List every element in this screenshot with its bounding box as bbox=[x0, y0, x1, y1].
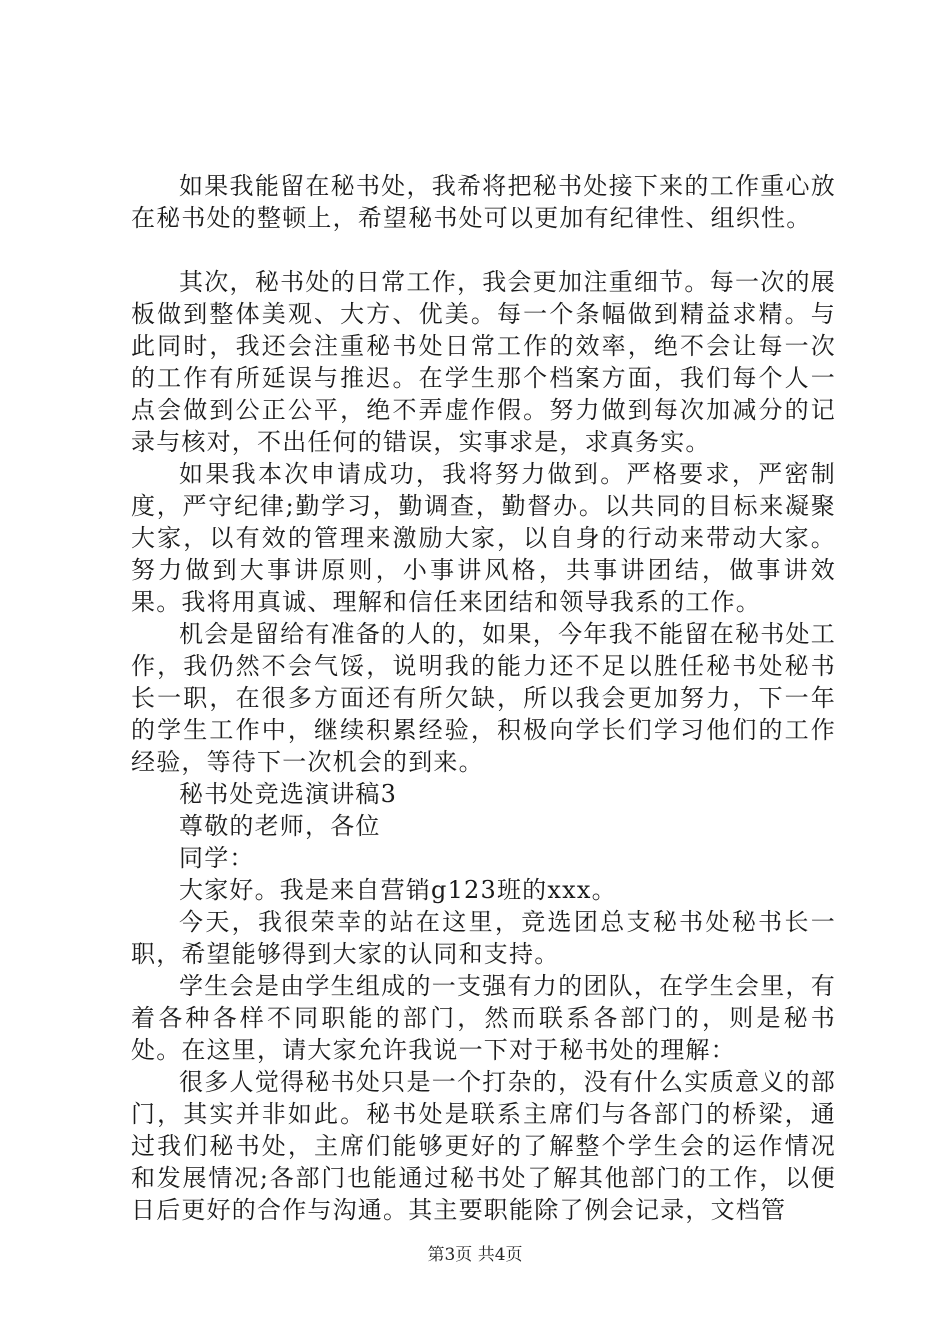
document-body bbox=[131, 170, 836, 1226]
paragraph: 其次，秘书处的日常工作，我会更加注重细节。每一次的展板做到整体美观、大方、优美。每一个条幅做到精益求精。与此同时，我还会注重秘书处日常工作的效率，绝不会让每一次的工作有所延误与推迟。在学生那个档案方面，我们每个人一点会做到公正公平，绝不弄虚作假。努力做到每次加减分的记录与核对，不出任何的错误，实事求是，求真务实。 bbox=[131, 268, 836, 456]
page-number-footer: 第3页 共4页 bbox=[427, 1245, 523, 1265]
paragraph: 很多人觉得秘书处只是一个打杂的，没有什么实质意义的部门，其实并非如此。秘书处是联系主席们与各部门的桥梁，通过我们秘书处，主席们能够更好的了解整个学生会的运作情况和发展情况;各部门也能通过秘书处了解其他部门的工作，以便日后更好的合作与沟通。其主要职能除了例会记录，文档管 bbox=[131, 1068, 836, 1224]
paragraph: 学生会是由学生组成的一支强有力的团队，在学生会里，有着各种各样不同职能的部门，然而联系各部门的，则是秘书处。在这里，请大家允许我说一下对于秘书处的理解： bbox=[131, 972, 836, 1064]
paragraph: 如果我能留在秘书处，我希将把秘书处接下来的工作重心放在秘书处的整顿上，希望秘书处可以更加有纪律性、组织性。 bbox=[131, 172, 836, 232]
paragraph: 如果我本次申请成功，我将努力做到。严格要求，严密制度，严守纪律;勤学习，勤调查，勤督办。以共同的目标来凝聚大家，以有效的管理来激励大家，以自身的行动来带动大家。努力做到大事讲原则，小事讲风格，共事讲团结，做事讲效果。我将用真诚、理解和信任来团结和领导我系的工作。 bbox=[131, 460, 836, 616]
paragraph: 今天，我很荣幸的站在这里，竞选团总支秘书处秘书长一职，希望能够得到大家的认同和支持。 bbox=[131, 908, 836, 968]
paragraph: 机会是留给有准备的人的，如果，今年我不能留在秘书处工作，我仍然不会气馁，说明我的能力还不足以胜任秘书处秘书长一职，在很多方面还有所欠缺，所以我会更加努力，下一年的学生工作中，继续积累经验，积极向学长们学习他们的工作经验，等待下一次机会的到来。 bbox=[131, 620, 836, 776]
section-heading: 秘书处竞选演讲稿3 bbox=[179, 780, 398, 808]
greeting-line: 大家好。我是来自营销g123班的xxx。 bbox=[179, 876, 617, 904]
salutation-line: 尊敬的老师，各位 bbox=[179, 812, 381, 840]
salutation-line: 同学： bbox=[179, 844, 255, 872]
